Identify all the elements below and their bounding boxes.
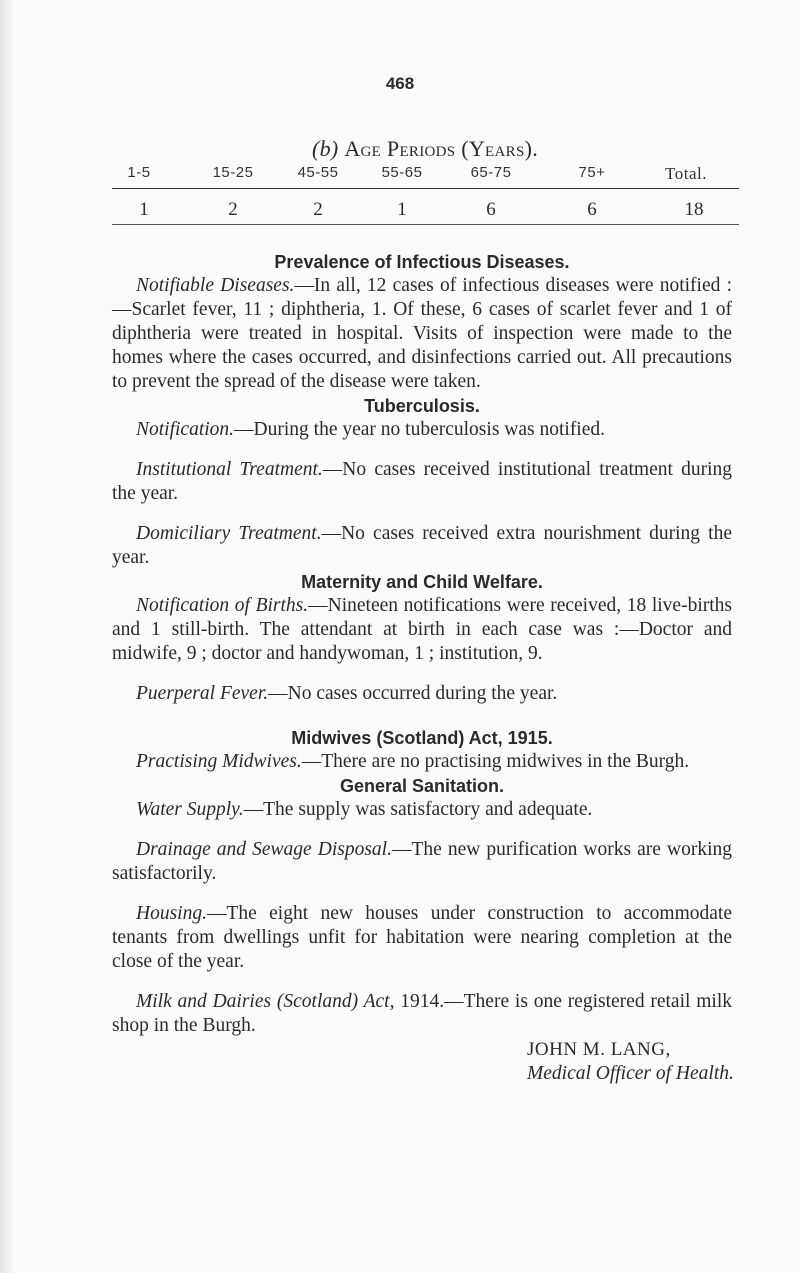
heading-prevalence: Prevalence of Infectious Diseases. [274, 252, 570, 272]
paragraph-milk-and-dairies: Milk and Dairies (Scotland) Act, 1914.—There is one registered retail milk shop in the Burgh. [112, 991, 732, 1036]
page-number: 468 [385, 74, 415, 93]
age-table-title-text: Age Periods (Years). [344, 136, 539, 161]
paragraph-notification-of-births: Notification of Births.—Nineteen notifications were received, 18 live-births and 1 still-birth. The attendant at birth in each case was :—Doctor and midwife, 9 ; doctor and handywoman, 1 ; institution, 9. [112, 595, 733, 664]
age-table-rule-top [112, 188, 739, 189]
paragraph-puerperal-fever: Puerperal Fever.—No cases occurred during the year. [136, 683, 558, 704]
lead-practising-midwives: Practising Midwives. [136, 751, 302, 772]
age-table-header: Total. [665, 164, 707, 183]
lead-institutional-treatment: Institutional Treatment. [136, 459, 323, 480]
heading-midwives-act: Midwives (Scotland) Act, 1915. [291, 728, 553, 748]
paragraph-notification: Notification.—During the year no tuberculosis was notified. [136, 419, 606, 440]
age-table-header: 1-5 [127, 164, 151, 181]
heading-maternity: Maternity and Child Welfare. [301, 572, 543, 592]
age-table-value: 6 [486, 199, 496, 220]
age-table-header: 55-65 [381, 164, 423, 181]
paragraph-institutional-treatment: Institutional Treatment.—No cases received institutional treatment during the year. [112, 459, 732, 504]
lead-puerperal-fever: Puerperal Fever. [136, 683, 269, 704]
age-table-header: 75+ [578, 164, 606, 181]
paragraph-drainage: Drainage and Sewage Disposal.—The new purification works are working satisfactorily. [112, 839, 733, 884]
age-table-value: 1 [397, 199, 407, 220]
paragraph-domiciliary-treatment: Domiciliary Treatment.—No cases received extra nourishment during the year. [112, 523, 732, 568]
signature-name: JOHN M. LANG, [527, 1039, 671, 1060]
lead-milk-and-dairies: Milk and Dairies (Scotland) Act, [136, 991, 395, 1012]
lead-drainage: Drainage and Sewage Disposal. [136, 839, 392, 860]
heading-tuberculosis: Tuberculosis. [364, 396, 480, 416]
heading-general-sanitation: General Sanitation. [339, 776, 505, 796]
paragraph-water-supply: Water Supply.—The supply was satisfactory and adequate. [136, 799, 593, 820]
age-table-header: 15-25 [212, 164, 254, 181]
lead-water-supply: Water Supply. [136, 799, 244, 820]
lead-notifiable-diseases: Notifiable Diseases. [136, 275, 295, 296]
report-body [112, 250, 732, 1086]
age-table-title [0, 136, 800, 162]
paragraph-practising-midwives: Practising Midwives.—There are no practising midwives in the Burgh. [136, 751, 690, 772]
lead-notification-of-births: Notification of Births. [136, 595, 309, 616]
age-table-header: 45-55 [297, 164, 339, 181]
age-table-value: 6 [587, 199, 597, 220]
age-table-rule-bottom [112, 224, 739, 225]
age-table-value: 2 [313, 199, 323, 220]
age-table-value: 2 [228, 199, 238, 220]
paragraph-housing: Housing.—The eight new houses under construction to accommodate tenants from dwellings unfit for habitation were nearing completion at the close of the year. [112, 903, 732, 972]
page-edge-shadow [0, 0, 14, 1273]
age-table-value: 1 [139, 199, 149, 220]
lead-domiciliary-treatment: Domiciliary Treatment. [136, 523, 322, 544]
age-table-header: 65-75 [470, 164, 512, 181]
signature-title: Medical Officer of Health. [527, 1063, 734, 1084]
age-table-header-row [0, 164, 800, 188]
age-table-value: 18 [684, 199, 704, 220]
age-table-value-row [0, 199, 800, 223]
age-table-title-prefix: (b) [311, 136, 339, 161]
lead-housing: Housing. [136, 903, 207, 924]
paragraph-notifiable-diseases: Notifiable Diseases.—In all, 12 cases of infectious diseases were notified :—Scarlet fever, 11 ; diphtheria, 1. Of these, 6 cases of scarlet fever and 1 of diphtheria were treated in hospital. Visits of inspection were made to the homes where the cases occurred, and disinfections carried out. All precautions to prevent the spread of the disease were taken. [112, 275, 732, 392]
lead-notification: Notification. [136, 419, 235, 440]
